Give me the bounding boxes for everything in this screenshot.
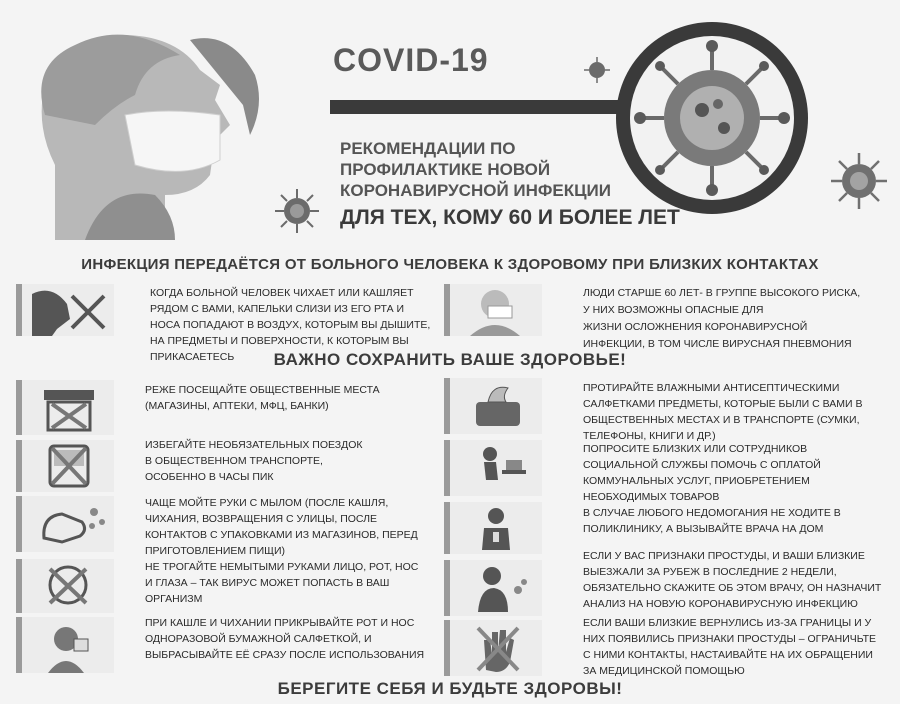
text-line: ПРИКАСАЕТЕСЬ: [150, 351, 235, 363]
sneeze-icon: [16, 284, 114, 336]
text-line: КОГДА БОЛЬНОЙ ЧЕЛОВЕК ЧИХАЕТ ИЛИ КАШЛЯЕТ: [150, 287, 414, 299]
text-line: ЛЮДИ СТАРШЕ 60 ЛЕТ- В ГРУППЕ ВЫСОКОГО РИСКА,: [583, 287, 861, 299]
tip-text: [145, 495, 445, 559]
text-line: ИНФЕКЦИИ, В ТОМ ЧИСЛЕ ВИРУСНАЯ ПНЕВМОНИЯ: [583, 338, 852, 350]
text-line: ОРГАНИЗМ: [145, 593, 203, 605]
footer-message: БЕРЕГИТЕ СЕБЯ И БУДЬТЕ ЗДОРОВЫ!: [277, 679, 623, 698]
text-line: ОБЯЗАТЕЛЬНО СКАЖИТЕ ОБ ЭТОМ ВРАЧУ, ОН НАЗНАЧИТ: [583, 582, 882, 594]
tip-text: [583, 548, 893, 612]
text-line: ПРИГОТОВЛЕНИЕМ ПИЩИ): [145, 545, 286, 557]
hand-washing-icon: [16, 496, 114, 552]
sick-person-icon: [444, 560, 542, 616]
text-line: У НИХ ВОЗМОЖНЫ ОПАСНЫЕ ДЛЯ: [583, 304, 764, 316]
tip-text: [145, 615, 445, 663]
page-title: COVID-19: [333, 42, 489, 78]
tip-text: [583, 380, 893, 444]
text-line: НИХ ПОЯВИЛИСЬ ПРИЗНАКИ ПРОСТУДЫ – ОГРАНИЧЬТЕ: [583, 633, 877, 645]
text-line: ПРИ КАШЛЕ И ЧИХАНИИ ПРИКРЫВАЙТЕ РОТ И НОС: [145, 617, 415, 629]
bus-icon: [16, 440, 114, 492]
no-face-touch-icon: [16, 559, 114, 613]
text-line: ТЕЛЕФОНЫ, КНИГИ И ДР.): [583, 430, 716, 442]
text-line: КОММУНАЛЬНЫХ УСЛУГ, ПРИОБРЕТЕНИЕМ: [583, 475, 810, 487]
cough-tissue-icon: [16, 617, 114, 673]
person-laptop-icon: [444, 440, 542, 496]
doctor-icon: [444, 502, 542, 554]
tip-text: [583, 441, 893, 537]
text-line: САЛФЕТКАМИ ПРЕДМЕТЫ, КОТОРЫЕ БЫЛИ С ВАМИ В: [583, 398, 863, 410]
elderly-woman-mask-illustration: [15, 15, 275, 240]
important-heading: ВАЖНО СОХРАНИТЬ ВАШЕ ЗДОРОВЬЕ!: [273, 350, 627, 369]
text-line: ОБЩЕСТВЕННЫХ МЕСТАХ И В ТРАНСПОРТЕ (СУМКИ,: [583, 414, 860, 426]
text-line: КОНТАКТОВ С УПАКОВКАМИ ИЗ МАГАЗИНОВ, ПЕРЕД: [145, 529, 418, 541]
text-line: С НИМИ КОНТАКТЫ, НАСТАИВАЙТЕ НА ИХ ОБРАЩЕНИИ: [583, 649, 873, 661]
text-line: ОДНОРАЗОВОЙ БУМАЖНОЙ САЛФЕТКОЙ, И: [145, 633, 372, 645]
text-line: НЕОБХОДИМЫХ ТОВАРОВ: [583, 491, 720, 503]
text-line: АНАЛИЗ НА НОВУЮ КОРОНАВИРУСНУЮ ИНФЕКЦИЮ: [583, 598, 858, 610]
text-line: И ГЛАЗА – ТАК ВИРУС МОЖЕТ ПОПАСТЬ В ВАШ: [145, 577, 390, 589]
virus-side-icon: [828, 150, 890, 212]
tip-text: [145, 559, 445, 607]
text-line: В ОБЩЕСТВЕННОМ ТРАНСПОРТЕ,: [145, 455, 323, 467]
text-line: ЧИХАНИЯ, ВОЗВРАЩЕНИЯ С УЛИЦЫ, ПОСЛЕ: [145, 513, 378, 525]
text-line: (МАГАЗИНЫ, АПТЕКИ, МФЦ, БАНКИ): [145, 400, 329, 412]
tip-text: [145, 437, 435, 485]
text-line: НОСА ПОПАДАЮТ В ВОЗДУХ, КОТОРЫМ ВЫ ДЫШИТЕ,: [150, 319, 431, 331]
tip-text: [583, 615, 893, 679]
info-right-text: [583, 285, 893, 353]
text-line: ИЗБЕГАЙТЕ НЕОБЯЗАТЕЛЬНЫХ ПОЕЗДОК: [145, 439, 363, 451]
wet-wipes-icon: [444, 378, 542, 434]
stop-hand-icon: [444, 620, 542, 676]
text-line: ЕСЛИ ВАШИ БЛИЗКИЕ ВЕРНУЛИСЬ ИЗ-ЗА ГРАНИЦЫ И У: [583, 617, 872, 629]
shop-icon: [16, 380, 114, 435]
tip-text: [145, 382, 435, 414]
text-line: РЯДОМ С ВАМИ, КАПЕЛЬКИ СЛИЗИ ИЗ ЕГО РТА И: [150, 303, 405, 315]
text-line: РЕЖЕ ПОСЕЩАЙТЕ ОБЩЕСТВЕННЫЕ МЕСТА: [145, 384, 380, 396]
virus-small-icon: [272, 186, 322, 236]
subtitle: [340, 138, 640, 201]
text-line: СОЦИАЛЬНОЙ СЛУЖБЫ ПОМОЧЬ С ОПЛАТОЙ: [583, 459, 821, 471]
subtitle-line: КОРОНАВИРУСНОЙ ИНФЕКЦИИ: [340, 181, 611, 200]
text-line: ЗА МЕДИЦИНСКОЙ ПОМОЩЬЮ: [583, 665, 745, 677]
text-line: ЖИЗНИ ОСЛОЖНЕНИЯ КОРОНАВИРУСНОЙ: [583, 321, 808, 333]
text-line: ВЫЕЗЖАЛИ ЗА РУБЕЖ В ПОСЛЕДНИЕ 2 НЕДЕЛИ,: [583, 566, 837, 578]
audience-heading: ДЛЯ ТЕХ, КОМУ 60 И БОЛЕЕ ЛЕТ: [340, 206, 680, 229]
text-line: ПОПРОСИТЕ БЛИЗКИХ ИЛИ СОТРУДНИКОВ: [583, 443, 808, 455]
text-line: ПРОТИРАЙТЕ ВЛАЖНЫМИ АНТИСЕПТИЧЕСКИМИ: [583, 382, 840, 394]
text-line: НА ПРЕДМЕТЫ И ПОВЕРХНОСТИ, К КОТОРЫМ ВЫ: [150, 335, 409, 347]
transmission-heading: ИНФЕКЦИЯ ПЕРЕДАЁТСЯ ОТ БОЛЬНОГО ЧЕЛОВЕКА К ЗДОРОВОМУ ПРИ БЛИЗКИХ КОНТАКТАХ: [81, 256, 819, 273]
text-line: ЕСЛИ У ВАС ПРИЗНАКИ ПРОСТУДЫ, И ВАШИ БЛИЗКИЕ: [583, 550, 865, 562]
subtitle-line: РЕКОМЕНДАЦИИ ПО: [340, 139, 516, 158]
text-line: ВЫБРАСЫВАЙТЕ ЕЁ СРАЗУ ПОСЛЕ ИСПОЛЬЗОВАНИЯ: [145, 649, 425, 661]
elderly-person-icon: [444, 284, 542, 336]
subtitle-line: ПРОФИЛАКТИКЕ НОВОЙ: [340, 160, 551, 179]
text-line: ЧАЩЕ МОЙТЕ РУКИ С МЫЛОМ (ПОСЛЕ КАШЛЯ,: [145, 497, 389, 509]
text-line: В СЛУЧАЕ ЛЮБОГО НЕДОМОГАНИЯ НЕ ХОДИТЕ В: [583, 507, 841, 519]
text-line: НЕ ТРОГАЙТЕ НЕМЫТЫМИ РУКАМИ ЛИЦО, РОТ, НОС: [145, 561, 419, 573]
text-line: ПОЛИКЛИНИКУ, А ВЫЗЫВАЙТЕ ВРАЧА НА ДОМ: [583, 523, 824, 535]
text-line: ОСОБЕННО В ЧАСЫ ПИК: [145, 471, 274, 483]
